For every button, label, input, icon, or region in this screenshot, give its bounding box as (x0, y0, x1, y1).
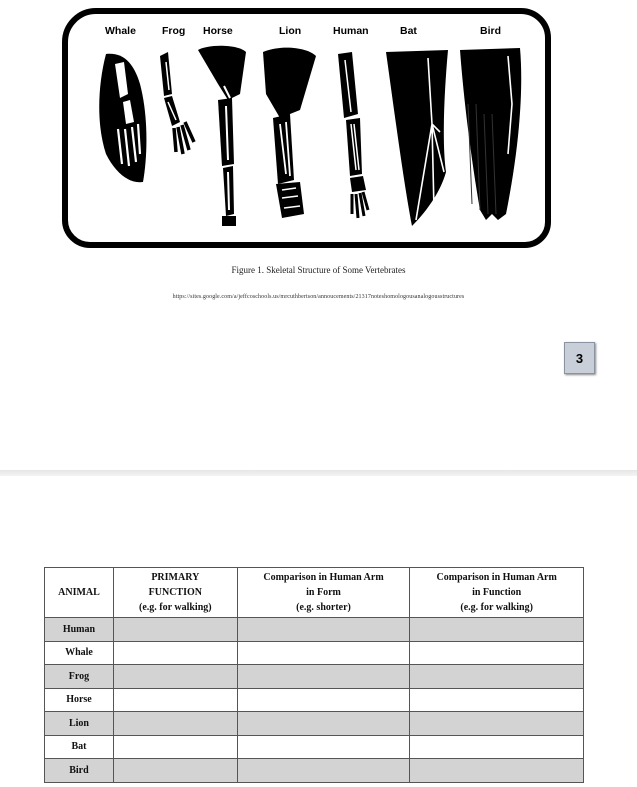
form-comparison-cell[interactable] (237, 665, 410, 689)
form-comparison-cell[interactable] (237, 618, 410, 642)
form-comparison-cell[interactable] (237, 759, 410, 783)
table-row (45, 665, 584, 689)
header-animal-label: ANIMAL (58, 587, 100, 598)
primary-function-cell[interactable] (113, 759, 237, 783)
animal-cell: Lion (45, 712, 114, 736)
source-url: https://sites.google.com/a/jeffcoschools.us/mrcuthbertson/annoucements/21317noteshomologousanalogousstructures (172, 294, 465, 300)
primary-function-cell[interactable] (113, 665, 237, 689)
whale-flipper-skeleton (99, 54, 146, 182)
figure-label-horse: Horse (203, 25, 233, 37)
bat-wing-skeleton (386, 50, 448, 226)
table-row (45, 641, 584, 665)
frog-limb-skeleton (160, 52, 194, 154)
limb-skeletons-illustration (68, 14, 545, 242)
header-animal (45, 568, 114, 618)
primary-function-cell[interactable] (113, 688, 237, 712)
header-line: (e.g. for walking) (139, 602, 212, 613)
figure-label-human: Human (333, 25, 369, 37)
table-row (45, 618, 584, 642)
animal-cell: Bird (45, 759, 114, 783)
header-line: in Function (472, 587, 522, 598)
function-comparison-cell[interactable] (410, 665, 584, 689)
form-comparison-cell[interactable] (237, 735, 410, 759)
page-number-badge: 3 (564, 342, 595, 374)
figure-label-bird: Bird (480, 25, 501, 37)
function-comparison-cell[interactable] (410, 618, 584, 642)
figure-label-bat: Bat (400, 25, 417, 37)
function-comparison-cell[interactable] (410, 641, 584, 665)
primary-function-cell[interactable] (113, 618, 237, 642)
table-header-row (45, 568, 584, 618)
figure-label-whale: Whale (105, 25, 136, 37)
figure-label-lion: Lion (279, 25, 302, 37)
header-line: Comparison in Human Arm (436, 572, 557, 583)
animal-cell: Frog (45, 665, 114, 689)
figure-label-frog: Frog (162, 25, 186, 37)
header-primary-function (113, 568, 237, 618)
header-line: (e.g. for walking) (460, 602, 533, 613)
table-row (45, 712, 584, 736)
lion-limb-skeleton (263, 48, 316, 218)
table-row (45, 759, 584, 783)
figure-caption: Figure 1. Skeletal Structure of Some Vertebrates (231, 265, 406, 275)
human-arm-skeleton (338, 52, 368, 218)
animal-cell: Bat (45, 735, 114, 759)
form-comparison-cell[interactable] (237, 641, 410, 665)
header-comparison-function (410, 568, 584, 618)
form-comparison-cell[interactable] (237, 688, 410, 712)
table-row (45, 735, 584, 759)
function-comparison-cell[interactable] (410, 688, 584, 712)
animal-cell: Human (45, 618, 114, 642)
comparison-table (44, 567, 584, 783)
header-line: PRIMARY (151, 572, 200, 583)
function-comparison-cell[interactable] (410, 735, 584, 759)
function-comparison-cell[interactable] (410, 759, 584, 783)
table-row (45, 688, 584, 712)
primary-function-cell[interactable] (113, 641, 237, 665)
bird-wing-skeleton (460, 48, 521, 220)
animal-cell: Horse (45, 688, 114, 712)
header-comparison-form (237, 568, 410, 618)
primary-function-cell[interactable] (113, 735, 237, 759)
horse-limb-skeleton (198, 46, 246, 226)
header-line: in Form (306, 587, 341, 598)
primary-function-cell[interactable] (113, 712, 237, 736)
form-comparison-cell[interactable] (237, 712, 410, 736)
function-comparison-cell[interactable] (410, 712, 584, 736)
header-line: (e.g. shorter) (296, 602, 351, 613)
skeletal-figure (62, 8, 551, 248)
header-line: FUNCTION (148, 587, 202, 598)
header-line: Comparison in Human Arm (263, 572, 384, 583)
animal-cell: Whale (45, 641, 114, 665)
